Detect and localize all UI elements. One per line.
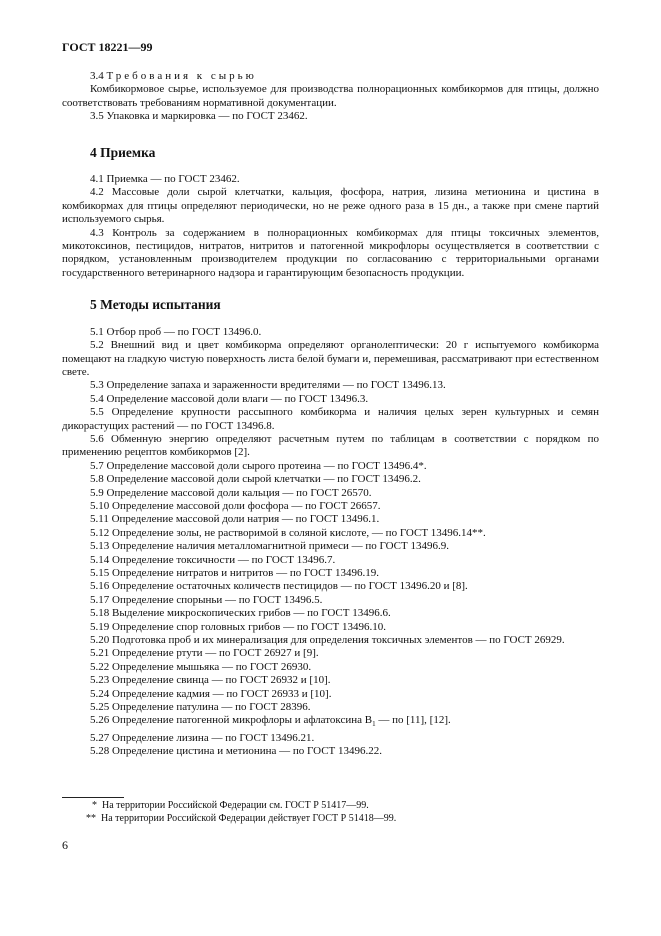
clause-text: Определение свинца — по ГОСТ 26932 и [10]. — [112, 674, 331, 687]
clause-text: Приемка — по ГОСТ 23462. — [106, 173, 240, 186]
clause-text: Контроль за содержанием в полнорационных комбикормах для птицы токсичных элементов, микотоксинов, пестицидов, нитратов, нитритов и патогенной микрофлоры осуществляется в соответствии с порядком, установленным производителем продукции по согласованию с территориальными органами государственного ветеринарного надзора и гарантирующим безопасность продукции. — [62, 226, 599, 279]
clause-number: 5.14 — [90, 553, 110, 566]
clause-text: Подготовка проб и их минерализация для определения токсичных элементов — по ГОСТ 26929. — [112, 634, 565, 647]
clause-number: 5.4 — [90, 392, 104, 405]
clause-number: 5.11 — [90, 513, 109, 526]
clause-3-5: 3.5 Упаковка и маркировка — по ГОСТ 23462. — [90, 110, 308, 123]
clause-number: 5.21 — [90, 647, 110, 660]
clause-text: Определение патогенной микрофлоры и афлатоксина B — [112, 714, 373, 727]
section-4-list — [62, 173, 599, 280]
clause-item — [62, 393, 599, 406]
clause-number: 4.2 — [90, 186, 104, 199]
clause-number: 5.20 — [90, 634, 110, 647]
clause-text: Определение массовой доли влаги — по ГОСТ 13496.3. — [106, 392, 369, 405]
clause-text: Внешний вид и цвет комбикорма определяют органолептически: 20 г испытуемого комбикорма помещают на гладкую чистую поверхность листа белой бумаги и, перемешивая, рассматривают при естественном свете. — [62, 339, 599, 378]
clause-text: Определение лизина — по ГОСТ 13496.21. — [112, 732, 315, 745]
clause-number: 5.3 — [90, 379, 104, 392]
clause-text: Определение токсичности — по ГОСТ 13496.7. — [112, 553, 336, 566]
clause-3-4-text: Комбикормовое сырье, используемое для производства полнорационных комбикормов для птицы, должно соответствовать требованиям нормативной документации. — [62, 83, 599, 109]
clause-item — [62, 701, 599, 714]
clause-text: Определение массовой доли сырой клетчатки — по ГОСТ 13496.2. — [106, 473, 421, 486]
clause-text: Отбор проб — по ГОСТ 13496.0. — [106, 325, 262, 338]
clause-number: 5.18 — [90, 607, 110, 620]
clause-number: 4.1 — [90, 173, 104, 186]
clause-number: 5.23 — [90, 674, 110, 687]
clause-item — [62, 607, 599, 620]
clause-item — [62, 379, 599, 392]
clause-item — [62, 540, 599, 553]
clause-number: 5.16 — [90, 580, 110, 593]
section-title-acceptance: 4 Приемка — [90, 144, 156, 160]
clause-item — [62, 634, 599, 647]
document-header: ГОСТ 18221—99 — [62, 40, 153, 54]
clause-text: Определение кадмия — по ГОСТ 26933 и [10]. — [112, 687, 332, 700]
clause-text: Определение спорыньи — по ГОСТ 13496.5. — [112, 593, 323, 606]
clause-text: Определение цистина и метионина — по ГОСТ 13496.22. — [112, 745, 383, 758]
clause-item — [62, 460, 599, 473]
clause-number: 5.27 — [90, 732, 110, 745]
clause-number: 4.3 — [90, 226, 104, 239]
clause-3-4: 3.4 Требования к сырью — [90, 70, 257, 82]
footnote-2: ** На территории Российской Федерации действует ГОСТ Р 51418—99. — [86, 812, 397, 824]
clause-number: 5.12 — [90, 526, 110, 539]
section-title-test-methods: 5 Методы испытания — [90, 297, 221, 313]
clause-number: 5.9 — [90, 486, 104, 499]
section-5-list — [62, 326, 599, 759]
clause-number: 5.2 — [90, 339, 104, 352]
clause-subscript: 1 — [372, 720, 376, 729]
clause-item — [62, 580, 599, 593]
clause-text: Определение остаточных количеств пестицидов — по ГОСТ 13496.20 и [8]. — [112, 580, 468, 593]
clause-item — [62, 406, 599, 433]
clause-number: 5.7 — [90, 459, 104, 472]
clause-item — [62, 688, 599, 701]
clause-text: Определение мышьяка — по ГОСТ 26930. — [112, 660, 312, 673]
clause-item — [62, 714, 599, 732]
clause-number: 5.26 — [90, 714, 110, 727]
clause-text: Определение наличия металломагнитной примеси — по ГОСТ 13496.9. — [112, 540, 449, 553]
footnotes — [62, 800, 599, 825]
clause-number: 5.25 — [90, 701, 110, 714]
clause-item — [62, 433, 599, 460]
clause-item — [62, 661, 599, 674]
clause-number: 5.17 — [90, 593, 110, 606]
clause-text: Определение спор головных грибов — по ГОСТ 13496.10. — [112, 620, 386, 633]
clause-number: 5.28 — [90, 745, 110, 758]
clause-text: Обменную энергию определяют расчетным путем по таблицам в соответствии с порядком по применению рецептов комбикормов [2]. — [62, 432, 599, 459]
clause-item — [62, 567, 599, 580]
clause-text: Определение патулина — по ГОСТ 28396. — [112, 701, 311, 714]
clause-item — [62, 513, 599, 526]
clause-text: Определение массовой доли сырого протеина — по ГОСТ 13496.4*. — [106, 459, 427, 472]
clause-text: Определение ртути — по ГОСТ 26927 и [9]. — [112, 647, 319, 660]
clause-item — [62, 674, 599, 687]
clause-number: 5.15 — [90, 567, 110, 579]
clause-number: 5.24 — [90, 687, 110, 700]
clause-text: Массовые доли сырой клетчатки, кальция, фосфора, натрия, лизина метионина и цистина в комбикормах для птицы определяют периодически, но не реже одного раза в 15 дн., а также при смене партий используемого сырья. — [62, 186, 600, 226]
clause-item — [62, 745, 599, 758]
clause-item — [62, 473, 599, 486]
clause-item — [62, 621, 599, 634]
clause-text: Определение нитратов и нитритов — по ГОСТ 13496.19. — [112, 567, 379, 579]
clause-item — [62, 487, 599, 500]
clause-item — [62, 647, 599, 660]
clause-item — [62, 732, 599, 745]
clause-text: Определение крупности рассыпного комбикорма и наличия целых зерен культурных и семян дикорастущих растений — по ГОСТ 13496.8. — [62, 406, 600, 432]
document-body — [62, 70, 599, 759]
clause-number: 5.13 — [90, 540, 110, 553]
footnote-1: * На территории Российской Федерации см. ГОСТ Р 51417—99. — [92, 800, 369, 811]
clause-text: Определение массовой доли фосфора — по ГОСТ 26657. — [112, 499, 381, 512]
clause-text: Определение массовой доли натрия — по ГОСТ 13496.1. — [111, 513, 380, 526]
page-number: 6 — [62, 838, 68, 852]
footnote-divider — [62, 797, 124, 798]
clause-number: 5.8 — [90, 473, 104, 486]
clause-item — [62, 554, 599, 567]
clause-item — [62, 186, 599, 226]
clause-number: 5.10 — [90, 499, 110, 512]
clause-text: Определение золы, не растворимой в соляной кислоте, — по ГОСТ 13496.14**. — [112, 526, 486, 539]
clause-text: Определение запаха и зараженности вредителями — по ГОСТ 13496.13. — [106, 379, 446, 392]
clause-item — [62, 227, 599, 281]
clause-number: 5.22 — [90, 660, 110, 673]
clause-item — [62, 500, 599, 513]
clause-number: 5.6 — [90, 432, 104, 445]
clause-text-after: — по [11], [12]. — [375, 714, 451, 727]
clause-number: 5.5 — [90, 406, 104, 419]
clause-item — [62, 326, 599, 339]
clause-item — [62, 173, 599, 186]
clause-text: Определение массовой доли кальция — по ГОСТ 26570. — [106, 486, 372, 499]
clause-number: 5.19 — [90, 620, 110, 633]
clause-item — [62, 339, 599, 379]
clause-item — [62, 594, 599, 607]
clause-number: 5.1 — [90, 325, 104, 338]
clause-item — [62, 527, 599, 540]
clause-text: Выделение микроскопических грибов — по ГОСТ 13496.6. — [112, 607, 391, 620]
